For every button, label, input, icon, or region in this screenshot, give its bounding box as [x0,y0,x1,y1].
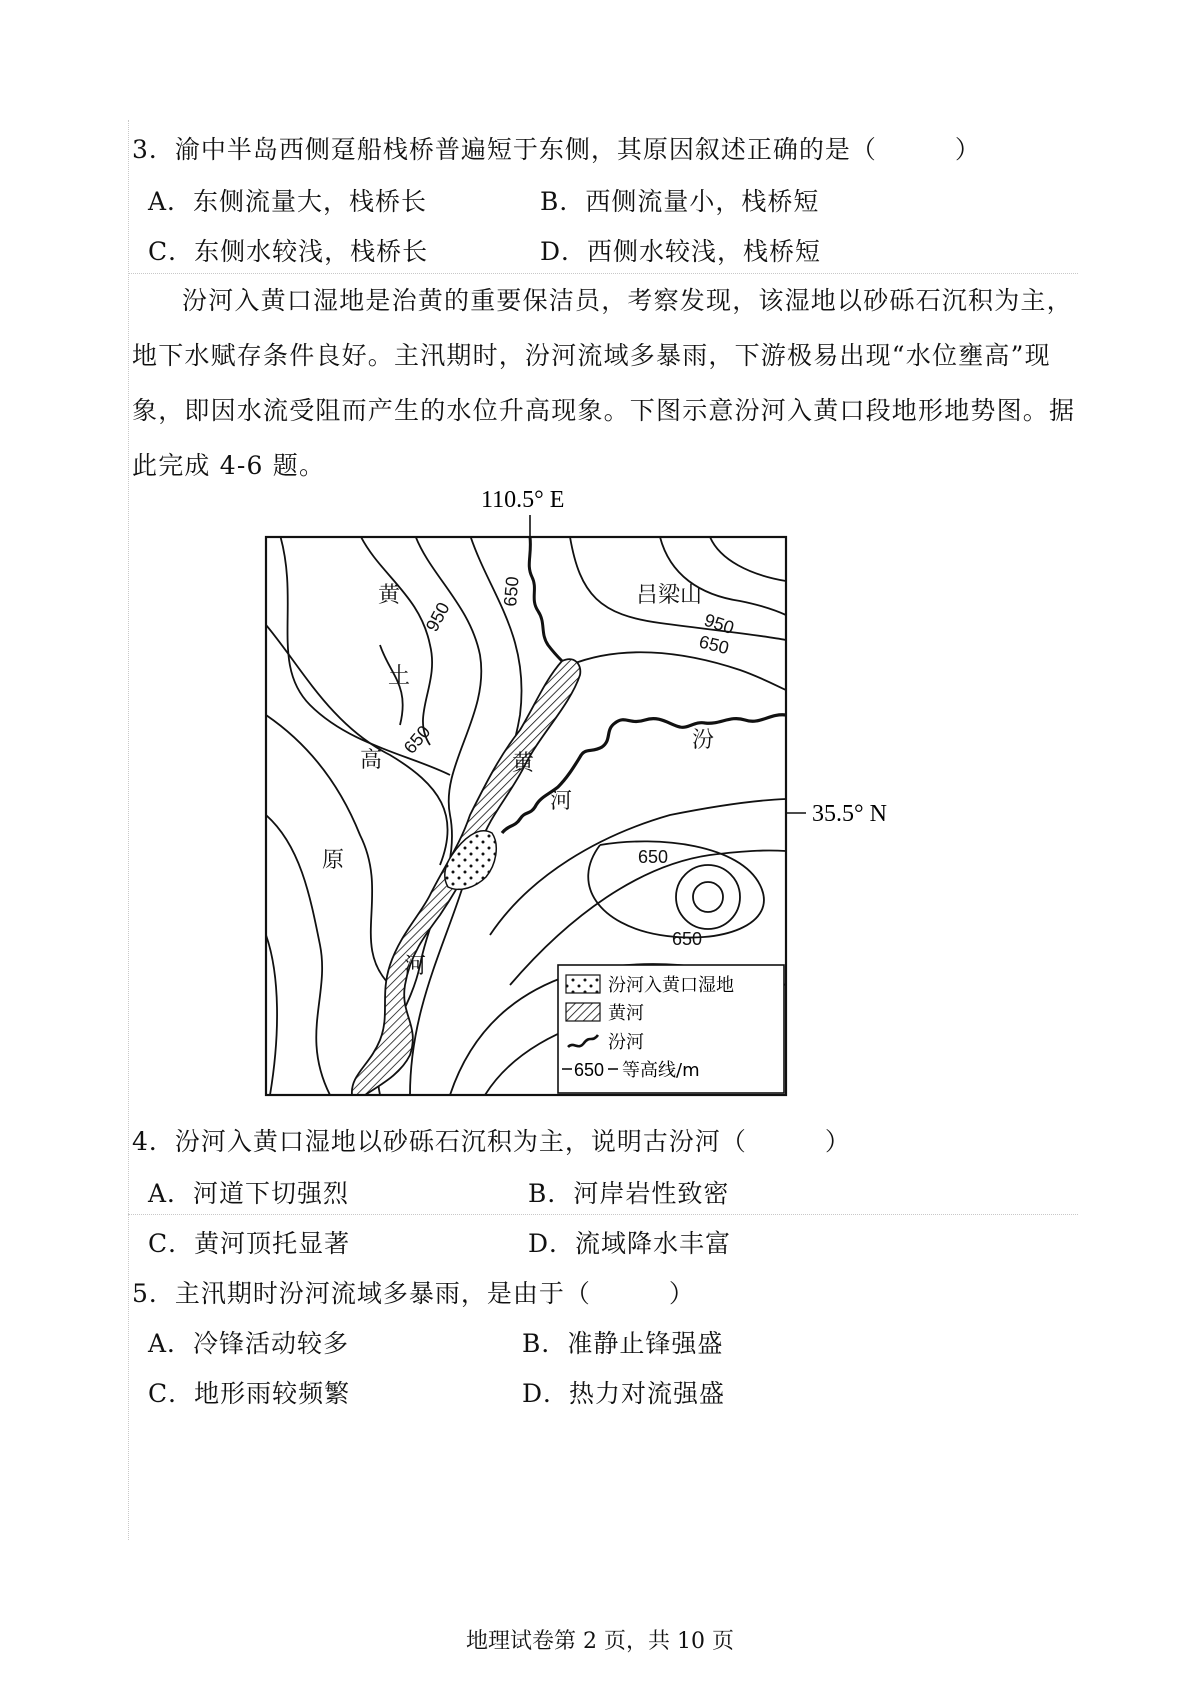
label-yellow-river-2: 河 [404,954,427,979]
label-loess-3: 高 [360,748,383,773]
legend-fen-river-label: 汾河 [608,1032,644,1053]
label-lvliang-mountain: 吕梁山 [636,583,703,608]
label-loess-2: 土 [388,664,411,689]
latitude-label: 35.5° N [812,801,887,827]
passage-text: 汾河入黄口湿地是治黄的重要保洁员，考察发现，该湿地以砂砾石沉积为主，地下水赋存条件良好。主汛期时，汾河流域多暴雨，下游极易出现“水位壅高”现象，即因水流受阻而产生的水位升高现象。下图示意汾河入黄口段地形地势图。据此完成 4-6 题。 [132,286,1076,480]
label-loess-1: 黄 [378,583,401,608]
label-fen-river-2: 河 [550,789,573,814]
legend-yellow-river-swatch [566,1003,600,1021]
dotted-separator [128,1214,1078,1215]
question-3-stem: 3．渝中半岛西侧趸船栈桥普遍短于东侧，其原因叙述正确的是（ ） [132,135,981,164]
question-3-option-a: A．东侧流量大，栈桥长 [148,187,428,216]
reading-passage [132,273,1082,493]
question-3-option-b: B．西侧流量小，栈桥短 [540,187,820,216]
topographic-map [240,487,960,1195]
contour-label-650-top: 650 [500,575,523,608]
question-4-option-a: A．河道下切强烈 [148,1179,350,1208]
question-4-stem: 4．汾河入黄口湿地以砂砾石沉积为主，说明古汾河（ ） [132,1127,851,1156]
legend-wetland-label: 汾河入黄口湿地 [608,975,734,996]
legend-contour-value: 650 [574,1060,605,1080]
northern-tributary [529,537,562,661]
label-fen-river-1: 汾 [692,728,715,753]
question-4-option-c: C．黄河顶托显著 [148,1229,351,1258]
question-3-option-c: C．东侧水较浅，栈桥长 [148,237,429,266]
legend-yellow-river-label: 黄河 [608,1003,644,1024]
question-5-option-a: A．冷锋活动较多 [148,1329,350,1358]
question-5-option-c: C．地形雨较频繁 [148,1379,351,1408]
contour-label-650-left: 650 [399,721,435,758]
question-5-stem: 5．主汛期时汾河流域多暴雨，是由于（ ） [132,1279,695,1308]
margin-dotted-line [128,120,129,1540]
contour-label-650-south-lower: 650 [672,929,703,949]
question-5-option-d: D．热力对流强盛 [522,1379,726,1408]
contour-label-950-left: 950 [421,598,454,635]
legend-contour-label: 等高线/m [622,1060,700,1081]
contour-label-650-south-upper: 650 [638,847,669,867]
question-4-option-b: B．河岸岩性致密 [528,1179,730,1208]
question-3-option-d: D．西侧水较浅，栈桥短 [540,237,822,266]
question-4-option-d: D．流域降水丰富 [528,1229,732,1258]
legend-wetland-swatch [566,975,600,993]
label-yellow-river-1: 黄 [512,751,535,776]
label-loess-4: 原 [322,848,345,873]
question-5-option-b: B．准静止锋强盛 [522,1329,724,1358]
contour-label-950-right: 950 [701,609,737,639]
page-footer: 地理试卷第 2 页，共 10 页 [466,1629,734,1654]
longitude-label: 110.5° E [481,487,565,513]
map-legend [558,965,784,1093]
contour-label-650-right: 650 [697,631,732,659]
